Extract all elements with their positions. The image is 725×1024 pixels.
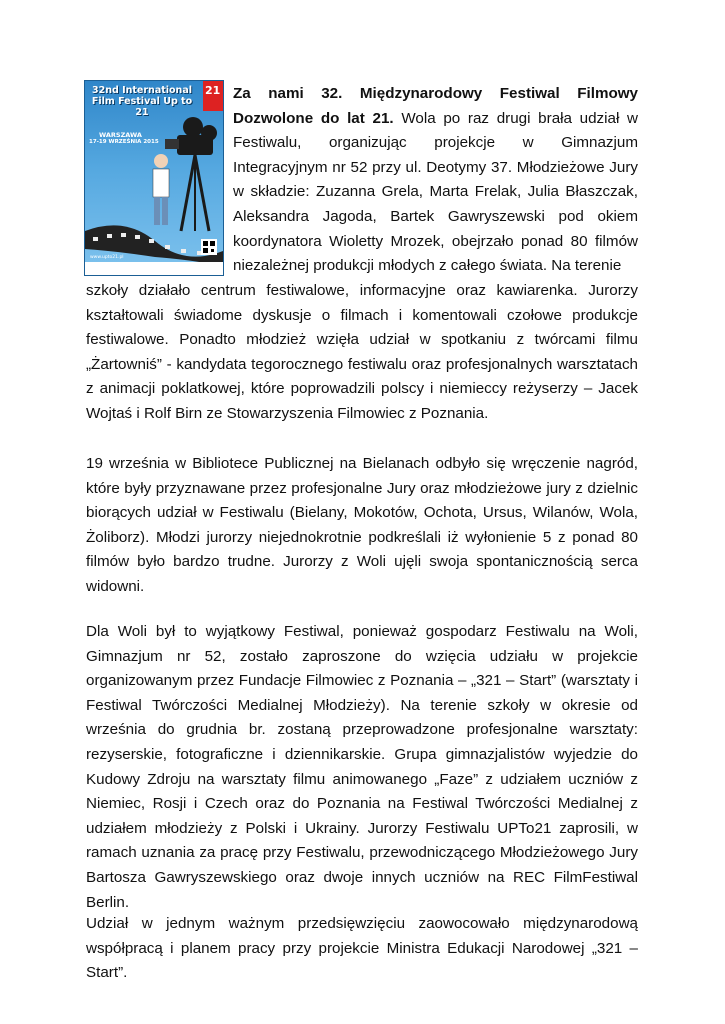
poster-title: 32nd International Film Festival Up to 21 — [91, 85, 193, 118]
paragraph-3: Dla Woli był to wyjątkowy Festiwal, ponieważ gospodarz Festiwalu na Woli, Gimnazjum nr 52, zostało zaproszone do wzięcia udziału w projekcie organizowanym przez Fundacje Filmowiec z Poznania – „321 – Start” (warsztaty i Festiwal Twórczości Medialnej Młodzieży). Na terenie szkoły w okresie od września do grudnia br. zostaną przeprowadzone profesjonalne warsztaty: rezyserskie, fotograficzne i dziennikarskie. Grupa gimnazjalistów wyjedzie do Kudowy Zdroju na warsztaty filmu animowanego „Faze” z udziałem uczniów z Niemiec, Rosji i Czech oraz do Poznania na Festiwal Twórczości Medialnej z udziałem młodzieży z Polski i Ukrainy. Jurorzy Festiwalu UPTo21 zaprosili, w ramach uznania za pracę przy Festiwalu, przewodniczącego Młodzieżowego Jury Bartosza Gawryszewskiego oraz dwoje innych uczniów na REC FilmFestiwal Berlin. — [86, 623, 638, 911]
paragraph-4: Udział w jednym ważnym przedsięwzięciu zaowocowało międzynarodową współpracą i planem pracy przy projekcie Ministra Edukacji Narodowej „321 – Start”. — [86, 915, 638, 982]
poster-side-badge: 21 — [203, 81, 223, 111]
paragraph-1-wrap-text: Wola po raz drugi brała udział w Festiwalu, organizując projekcje w Gimnazjum Integracyjnym nr 52 przy ul. Deotymy 37. Młodzieżowe Jury w składzie: Zuzanna Grela, Marta Frelak, Julia Błaszczak, Aleksandra Jagoda, Bartek Gawryszewski pod okiem koordynatora Wioletty Mrozek, obejrzało ponad 80 filmów niezależnej produkcji młodych z całego świata. Na terenie — [233, 109, 638, 275]
poster-city: WARSZAWA — [99, 131, 142, 139]
paragraph-2: 19 września w Bibliotece Publicznej na Bielanach odbyło się wręczenie nagród, które były przyznawane przez profesjonalne Jury oraz młodzieżowe jury z dzielnic biorących udział w Festiwalu (Bielany, Mokotów, Ochota, Ursus, Wilanów, Wola, Żoliborz). Młodzi jurorzy niejednokrotnie podkreślali iż wyłonienie 5 z ponad 80 filmów było bardzo trudne. Jurorzy z Woli ujęli swoja spontanicznością serca widowni. — [86, 455, 638, 595]
paragraph-1-bold-intro: Za nami 32. Międzynarodowy Festiwal Filmowy Dozwolone do lat 21. — [233, 85, 638, 127]
poster-url: www.upto21.pl — [90, 255, 124, 260]
paragraph-1-continued: szkoły działało centrum festiwalowe, informacyjne oraz kawiarenka. Jurorzy kształtowali świadome dyskusje o filmach i komentowali czołowe produkcje festiwalowe. Ponadto młodzież wzięła udział w spotkaniu z twórcami filmu „Żartowniś” - kandydata tegorocznego festiwalu oraz profesjonalnych warsztatach z animacji poklatkowej, które poprowadzili polscy i niemieccy reżyserzy – Jacek Wojtaś i Rolf Birn ze Stowarzyszenia Filmowiec z Poznania. — [86, 282, 638, 422]
paragraph-1-intro — [233, 82, 638, 279]
poster-sponsor-strip — [85, 262, 223, 275]
festival-poster-image — [84, 80, 224, 276]
poster-dates: 17-19 WRZEŚNIA 2015 — [89, 139, 159, 145]
